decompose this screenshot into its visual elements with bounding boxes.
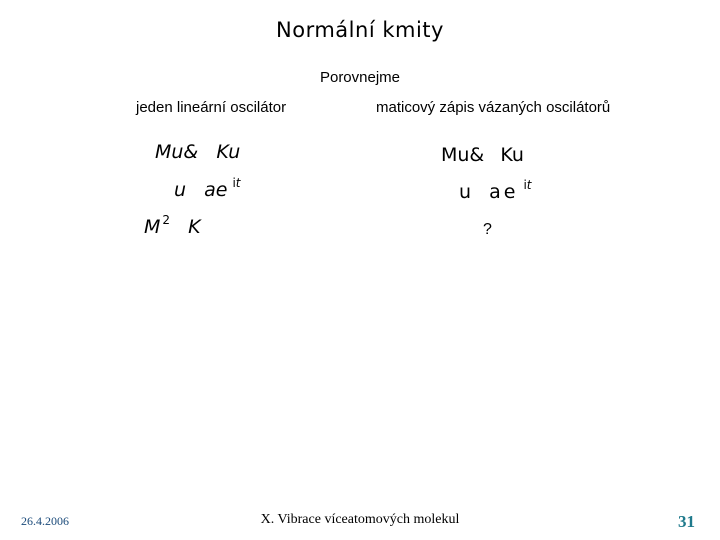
right-equation-3: ? (483, 221, 492, 238)
left-eq1-lhs: Mu& (155, 141, 199, 163)
right-eq2-exp-t: t (526, 178, 532, 192)
right-eq2-lhs: u (459, 181, 472, 203)
left-equation-3 (144, 213, 201, 238)
left-eq2-lhs: u (174, 179, 187, 201)
right-eq1-rhs: Ku (500, 144, 524, 166)
right-column-heading: maticový zápis vázaných oscilátorů (376, 99, 611, 116)
right-eq2-rhs: ae (489, 181, 519, 203)
footer-title: X. Vibrace víceatomových molekul (260, 512, 460, 527)
left-equation-1 (155, 141, 240, 163)
left-eq3-rhs: K (188, 216, 201, 238)
left-eq2-rhs: ae (204, 179, 228, 201)
left-equation-2 (174, 176, 241, 201)
left-eq2-exp-i: i (232, 176, 236, 190)
left-eq3-lhs: M (144, 216, 161, 238)
left-eq3-exponent: 2 (162, 213, 171, 227)
left-eq1-rhs: Ku (216, 141, 241, 163)
right-equation-1 (441, 144, 524, 166)
slide-title: Normální kmity (276, 18, 444, 42)
slide-subtitle: Porovnejme (319, 69, 401, 86)
right-eq1-lhs: Mu& (441, 144, 485, 166)
right-eq2-exponent (520, 178, 531, 192)
footer-date: 26.4.2006 (21, 514, 69, 528)
right-equation-2 (459, 178, 532, 203)
page-number: 31 (678, 512, 695, 531)
left-eq2-exp-t: t (235, 176, 241, 190)
left-column-heading: jeden lineární oscilátor (136, 99, 287, 116)
right-eq2-exp-i: i (523, 178, 527, 192)
left-eq2-exponent (229, 176, 240, 190)
